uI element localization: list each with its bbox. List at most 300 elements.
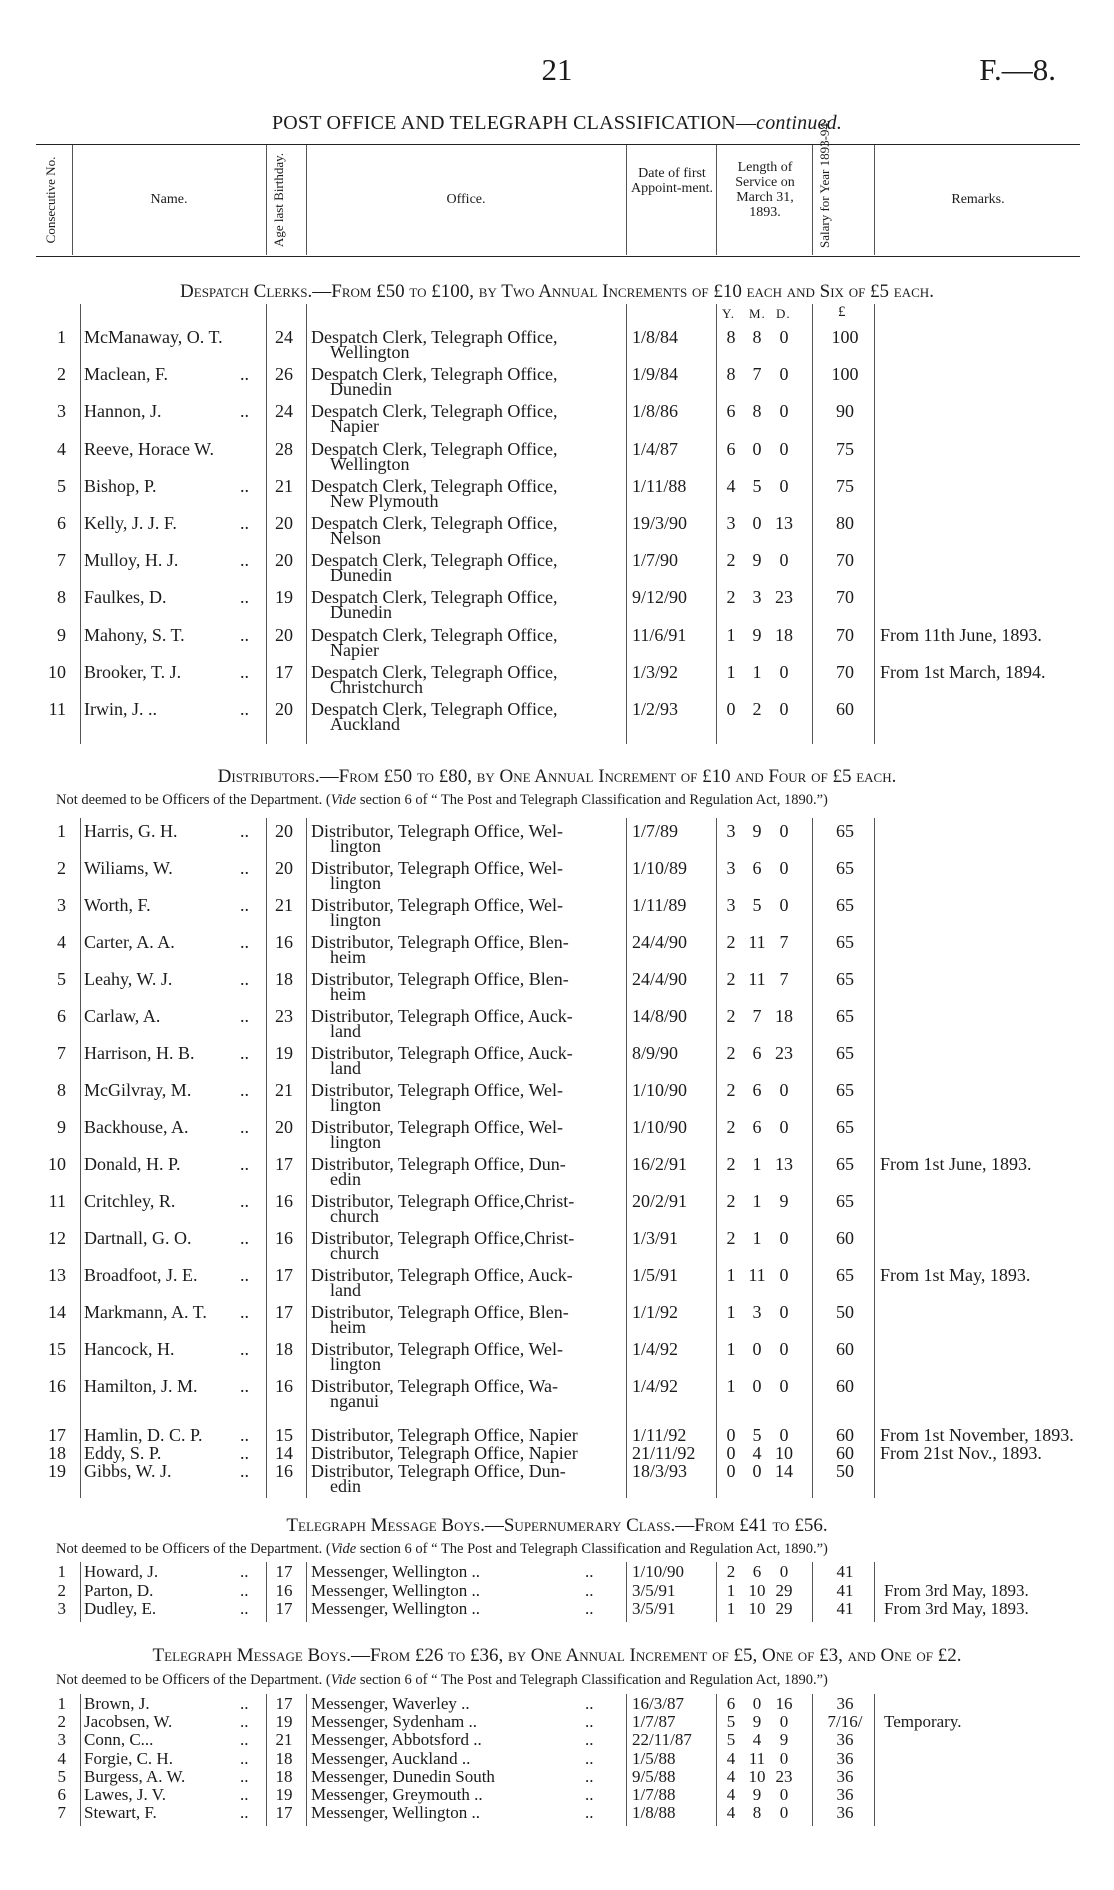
column-rule (626, 1562, 627, 1622)
age-value: 16 (275, 1376, 293, 1396)
column-header-date: Date of first Appoint-ment. (630, 166, 714, 196)
supernumerary-note (56, 1541, 828, 1558)
person-name: Backhouse, A. (84, 1117, 189, 1137)
office-line-1: Distributor, Telegraph Office,Christ- (311, 1191, 575, 1211)
service-days: 0 (779, 1803, 789, 1823)
person-name: Carter, A. A. (84, 932, 175, 952)
salary-value: 65 (836, 1191, 854, 1211)
service-days: 0 (779, 821, 789, 841)
header-divider (716, 145, 717, 255)
header-divider (874, 145, 875, 255)
service-months: 11 (748, 1265, 766, 1285)
leader-dots: .. (240, 475, 249, 496)
salary-value: 65 (836, 1043, 854, 1063)
header-top-rule (36, 144, 1080, 145)
salary-value: 50 (836, 1302, 854, 1322)
office-line-1: Distributor, Telegraph Office, Auck- (311, 1043, 573, 1063)
service-years: 2 (726, 1006, 736, 1026)
consecutive-number: 7 (57, 550, 66, 571)
office-line-2: land (330, 1058, 361, 1078)
service-months: 0 (752, 1461, 762, 1481)
office-line-2: heim (330, 947, 366, 967)
office-line-1: Messenger, Abbotsford .. (311, 1730, 482, 1750)
office-line-1: Messenger, Wellington .. (311, 1599, 481, 1618)
remarks-text: From 1st June, 1893. (880, 1154, 1032, 1174)
office-line-1: Distributor, Telegraph Office, Dun- (311, 1154, 566, 1174)
salary-value: 7/16/ (827, 1712, 863, 1732)
consecutive-number: 9 (57, 624, 66, 645)
office-line-2: edin (330, 1476, 361, 1496)
leader-dots: .. (240, 932, 249, 952)
service-days: 18 (775, 624, 793, 645)
service-days: 23 (775, 587, 793, 608)
office-line-1: Despatch Clerk, Telegraph Office, (311, 513, 558, 533)
service-months: 5 (752, 475, 762, 496)
service-months: 11 (748, 932, 766, 952)
appointment-date: 16/2/91 (632, 1154, 688, 1174)
appointment-date: 1/10/90 (632, 1117, 688, 1137)
salary-value: 60 (836, 1339, 854, 1359)
appointment-date: 3/5/91 (632, 1580, 676, 1600)
section-title-supernumerary: Telegraph Message Boys.—Supernumerary Class.—From £41 to £56. (286, 1515, 828, 1536)
appointment-date: 9/5/88 (632, 1766, 676, 1786)
age-value: 21 (275, 1730, 293, 1750)
salary-value: 65 (836, 969, 854, 989)
consecutive-number: 4 (57, 932, 66, 952)
office-line-2: heim (330, 984, 366, 1004)
consecutive-number: 1 (57, 1562, 66, 1581)
unit-pound: £ (838, 304, 847, 320)
age-value: 17 (275, 1599, 293, 1618)
leader-dots: .. (240, 1339, 249, 1359)
service-days: 0 (779, 1117, 789, 1137)
service-days: 0 (779, 1265, 789, 1285)
service-years: 3 (726, 858, 736, 878)
consecutive-number: 3 (57, 1730, 66, 1750)
service-days: 0 (779, 550, 789, 571)
title-main: POST OFFICE AND TELEGRAPH CLASSIFICATION— (271, 112, 757, 134)
column-rule (716, 304, 717, 744)
salary-value: 65 (836, 858, 854, 878)
consecutive-number: 5 (57, 1766, 66, 1786)
column-rule (874, 1562, 875, 1622)
column-header-salary: Salary for Year 1893-94. (817, 119, 832, 248)
leader-dots: .. (240, 1425, 249, 1445)
office-line-1: Messenger, Wellington .. (311, 1803, 481, 1823)
column-rule (266, 818, 267, 1498)
office-line-2: edin (330, 1169, 361, 1189)
service-months: 9 (752, 821, 762, 841)
age-value: 19 (275, 1043, 293, 1063)
appointment-date: 19/3/90 (632, 513, 688, 533)
age-value: 16 (275, 1191, 293, 1211)
leader-dots: .. (240, 1043, 249, 1063)
leader-dots: .. (240, 1443, 249, 1463)
appointment-date: 16/3/87 (632, 1694, 684, 1713)
leader-dots: .. (240, 895, 249, 915)
column-header-office: Office. (446, 192, 486, 207)
person-name: Broadfoot, J. E. (84, 1265, 198, 1285)
consecutive-number: 3 (57, 1599, 66, 1618)
service-months: 0 (752, 1694, 762, 1713)
salary-value: 65 (836, 932, 854, 952)
column-rule (266, 304, 267, 744)
salary-value: 36 (836, 1694, 854, 1713)
salary-value: 90 (836, 401, 854, 422)
appointment-date: 3/5/91 (632, 1599, 676, 1618)
consecutive-number: 19 (48, 1461, 66, 1481)
office-line-1: Despatch Clerk, Telegraph Office, (311, 550, 558, 571)
consecutive-number: 6 (57, 513, 66, 533)
service-years: 4 (726, 1748, 736, 1768)
leader-dots: .. (240, 1562, 249, 1581)
appointment-date: 24/4/90 (632, 932, 688, 952)
service-months: 3 (752, 1302, 762, 1322)
salary-value: 70 (836, 587, 854, 608)
service-months: 3 (752, 587, 762, 608)
note-text: section 6 of “ The Post and Telegraph Classification and Regulation Act, 1890.”) (356, 1541, 828, 1557)
salary-value: 60 (836, 1376, 854, 1396)
service-days: 0 (779, 699, 789, 719)
person-name: Dartnall, G. O. (84, 1228, 192, 1248)
remarks-text: From 1st March, 1894. (880, 661, 1046, 682)
column-rule (80, 1562, 81, 1622)
age-value: 18 (275, 1339, 293, 1359)
service-days: 0 (779, 661, 789, 682)
service-years: 1 (726, 1302, 736, 1322)
office-line-1: Messenger, Waverley .. (311, 1694, 470, 1713)
age-value: 17 (275, 1265, 293, 1285)
column-rule (874, 304, 875, 744)
salary-value: 36 (836, 1748, 854, 1768)
service-years: 3 (726, 821, 736, 841)
service-years: 2 (726, 1154, 736, 1174)
office-line-1: Despatch Clerk, Telegraph Office, (311, 661, 558, 682)
leader-dots: .. (240, 1694, 249, 1713)
service-months: 11 (748, 1748, 766, 1768)
column-rule (626, 1694, 627, 1826)
leader-dots: .. (240, 821, 249, 841)
service-years: 1 (726, 1339, 736, 1359)
column-rule (812, 818, 813, 1498)
age-value: 16 (275, 1461, 293, 1481)
leader-dots: .. (585, 1785, 594, 1804)
consecutive-number: 2 (57, 1580, 66, 1600)
person-name: Donald, H. P. (84, 1154, 181, 1174)
office-line-1: Distributor, Telegraph Office, Dun- (311, 1461, 566, 1481)
age-value: 18 (275, 1766, 293, 1786)
salary-value: 36 (836, 1785, 854, 1804)
age-value: 19 (275, 1785, 293, 1804)
leader-dots: .. (240, 401, 249, 422)
office-line-2: Napier (330, 416, 379, 437)
service-years: 1 (726, 661, 736, 682)
service-years: 0 (726, 1443, 736, 1463)
age-value: 17 (275, 1803, 293, 1823)
age-value: 15 (275, 1425, 293, 1445)
consecutive-number: 15 (48, 1339, 66, 1359)
office-line-2: land (330, 1021, 361, 1041)
person-name: McGilvray, M. (84, 1080, 192, 1100)
person-name: Kelly, J. J. F. (84, 513, 177, 533)
appointment-date: 22/11/87 (632, 1730, 692, 1750)
service-days: 7 (779, 969, 789, 989)
office-line-1: Messenger, Greymouth .. (311, 1785, 483, 1804)
age-value: 18 (275, 1748, 293, 1768)
consecutive-number: 4 (57, 1748, 66, 1768)
note-text: Not deemed to be Officers of the Department. ( (56, 1672, 331, 1688)
consecutive-number: 4 (57, 438, 66, 459)
appointment-date: 1/7/88 (632, 1785, 676, 1804)
consecutive-number: 7 (57, 1043, 66, 1063)
office-line-1: Despatch Clerk, Telegraph Office, (311, 587, 558, 608)
age-value: 23 (275, 1006, 293, 1026)
salary-value: 65 (836, 1006, 854, 1026)
service-months: 0 (752, 1339, 762, 1359)
office-line-1: Distributor, Telegraph Office, Wel- (311, 895, 563, 915)
leader-dots: .. (240, 1191, 249, 1211)
page-reference: F.—8. (979, 52, 1056, 87)
leader-dots: .. (240, 1461, 249, 1481)
page-title (0, 112, 1114, 135)
appointment-date: 1/1/92 (632, 1302, 679, 1322)
leader-dots: .. (585, 1712, 594, 1732)
appointment-date: 1/5/91 (632, 1265, 679, 1285)
unit-days: D. (776, 306, 791, 321)
appointment-date: 1/2/93 (632, 699, 679, 719)
consecutive-number: 8 (57, 587, 66, 608)
leader-dots: .. (585, 1803, 594, 1823)
person-name: McManaway, O. T. (84, 327, 223, 347)
service-days: 13 (775, 1154, 793, 1174)
leader-dots: .. (585, 1748, 594, 1768)
office-line-1: Messenger, Auckland .. (311, 1748, 471, 1768)
column-rule (266, 1694, 267, 1826)
column-rule (716, 1562, 717, 1622)
section-title-message-boys: Telegraph Message Boys.—From £26 to £36, by One Annual Increment of £5, One of £3, and One of £2. (152, 1645, 962, 1666)
salary-value: 70 (836, 624, 854, 645)
section-title-distributors: Distributors.—From £50 to £80, by One Annual Increment of £10 and Four of £5 each. (217, 766, 897, 787)
appointment-date: 1/8/86 (632, 401, 679, 422)
service-months: 1 (752, 1154, 762, 1174)
office-line-2: New Plymouth (330, 490, 439, 511)
office-line-1: Messenger, Dunedin South (311, 1766, 495, 1786)
age-value: 26 (275, 364, 293, 385)
person-name: Eddy, S. P. (84, 1443, 162, 1463)
service-months: 9 (752, 1785, 762, 1804)
office-line-1: Distributor, Telegraph Office, Auck- (311, 1006, 573, 1026)
leader-dots: .. (240, 1712, 249, 1732)
note-vide: Vide (330, 1672, 357, 1688)
service-days: 29 (775, 1599, 793, 1618)
appointment-date: 1/7/90 (632, 550, 679, 571)
person-name: Forgie, C. H. (84, 1748, 173, 1768)
section-title-despatch: Despatch Clerks.—From £50 to £100, by Two Annual Increments of £10 each and Six of £5 each. (180, 281, 934, 302)
service-years: 2 (726, 550, 736, 571)
column-header-consecutive: Consecutive No. (43, 156, 58, 244)
service-months: 5 (752, 895, 762, 915)
service-months: 1 (752, 1228, 762, 1248)
header-divider (306, 145, 307, 255)
leader-dots: .. (240, 1302, 249, 1322)
salary-value: 60 (836, 1228, 854, 1248)
service-years: 2 (726, 932, 736, 952)
note-vide: Vide (330, 792, 357, 808)
person-name: Dudley, E. (84, 1599, 157, 1618)
leader-dots: .. (240, 1766, 249, 1786)
consecutive-number: 6 (57, 1785, 66, 1804)
service-months: 6 (752, 1080, 762, 1100)
consecutive-number: 7 (57, 1803, 66, 1823)
column-rule (812, 304, 813, 744)
salary-value: 70 (836, 550, 854, 571)
age-value: 16 (275, 932, 293, 952)
column-rule (626, 304, 627, 744)
appointment-date: 14/8/90 (632, 1006, 688, 1026)
office-line-1: Despatch Clerk, Telegraph Office, (311, 438, 558, 459)
service-years: 1 (726, 1599, 736, 1618)
service-days: 0 (779, 1748, 789, 1768)
person-name: Faulkes, D. (84, 587, 167, 608)
leader-dots: .. (240, 1580, 249, 1600)
salary-value: 75 (836, 475, 854, 496)
service-years: 6 (726, 401, 736, 422)
person-name: Hancock, H. (84, 1339, 175, 1359)
note-text: Not deemed to be Officers of the Department. ( (56, 792, 331, 808)
unit-years: Y. (722, 306, 735, 321)
service-days: 0 (779, 475, 789, 496)
leader-dots: .. (240, 513, 249, 533)
salary-value: 36 (836, 1766, 854, 1786)
service-years: 2 (726, 1191, 736, 1211)
appointment-date: 1/3/92 (632, 661, 679, 682)
service-years: 1 (726, 1376, 736, 1396)
office-line-1: Despatch Clerk, Telegraph Office, (311, 624, 558, 645)
service-days: 7 (779, 932, 789, 952)
office-line-2: Wellington (330, 453, 410, 474)
leader-dots: .. (240, 858, 249, 878)
service-days: 16 (775, 1694, 793, 1713)
person-name: Hamilton, J. M. (84, 1376, 198, 1396)
leader-dots: .. (240, 1730, 249, 1750)
distributors-note (56, 792, 828, 809)
service-years: 8 (726, 364, 736, 385)
salary-value: 60 (836, 1443, 854, 1463)
office-line-1: Distributor, Telegraph Office,Christ- (311, 1228, 575, 1248)
consecutive-number: 1 (57, 327, 66, 347)
person-name: Maclean, F. (84, 364, 169, 385)
service-days: 0 (779, 401, 789, 422)
salary-value: 80 (836, 513, 854, 533)
column-rule (306, 304, 307, 744)
column-rule (80, 1694, 81, 1826)
leader-dots: .. (585, 1599, 594, 1618)
office-line-1: Despatch Clerk, Telegraph Office, (311, 327, 558, 347)
office-line-1: Distributor, Telegraph Office, Wa- (311, 1376, 558, 1396)
service-months: 0 (752, 438, 762, 459)
office-line-2: Dunedin (330, 602, 392, 623)
age-value: 20 (275, 699, 293, 719)
leader-dots: .. (240, 1785, 249, 1804)
header-divider (626, 145, 627, 255)
office-line-2: Auckland (330, 714, 400, 734)
leader-dots: .. (240, 587, 249, 608)
appointment-date: 1/10/89 (632, 858, 688, 878)
service-days: 0 (779, 1080, 789, 1100)
office-line-1: Messenger, Wellington .. (311, 1562, 481, 1581)
page-number: 21 (541, 52, 573, 87)
service-days: 14 (775, 1461, 793, 1481)
header-divider (812, 145, 813, 255)
unit-months: M. (749, 306, 766, 321)
appointment-date: 1/7/87 (632, 1712, 676, 1732)
note-text: section 6 of “ The Post and Telegraph Classification and Regulation Act, 1890.”) (356, 792, 828, 808)
service-years: 1 (726, 624, 736, 645)
salary-value: 60 (836, 1425, 854, 1445)
leader-dots: .. (240, 1117, 249, 1137)
message-boys-note (56, 1672, 828, 1689)
service-months: 2 (752, 699, 762, 719)
service-days: 0 (779, 364, 789, 385)
service-months: 6 (752, 1043, 762, 1063)
service-months: 9 (752, 550, 762, 571)
column-rule (874, 818, 875, 1498)
person-name: Lawes, J. V. (84, 1785, 167, 1804)
age-value: 20 (275, 624, 293, 645)
service-months: 1 (752, 661, 762, 682)
leader-dots: .. (240, 624, 249, 645)
appointment-date: 1/11/92 (632, 1425, 687, 1445)
appointment-date: 1/9/84 (632, 364, 679, 385)
consecutive-number: 11 (48, 1191, 66, 1211)
column-rule (626, 818, 627, 1498)
column-header-age: Age last Birthday. (271, 152, 286, 248)
header-divider (266, 145, 267, 255)
consecutive-number: 10 (48, 1154, 66, 1174)
salary-value: 70 (836, 661, 854, 682)
office-line-2: nganui (330, 1391, 379, 1411)
salary-value: 65 (836, 895, 854, 915)
consecutive-number: 18 (48, 1443, 66, 1463)
consecutive-number: 2 (57, 1712, 66, 1732)
appointment-date: 20/2/91 (632, 1191, 688, 1211)
leader-dots: .. (240, 364, 249, 385)
consecutive-number: 5 (57, 475, 66, 496)
service-days: 29 (775, 1580, 793, 1600)
salary-value: 41 (836, 1580, 854, 1600)
remarks-text: From 3rd May, 1893. (884, 1599, 1029, 1618)
person-name: Carlaw, A. (84, 1006, 161, 1026)
appointment-date: 1/10/90 (632, 1080, 688, 1100)
person-name: Critchley, R. (84, 1191, 176, 1211)
age-value: 21 (275, 1080, 293, 1100)
leader-dots: .. (240, 1080, 249, 1100)
office-line-2: lington (330, 1132, 382, 1152)
consecutive-number: 8 (57, 1080, 66, 1100)
service-months: 9 (752, 1712, 762, 1732)
person-name: Reeve, Horace W. (84, 438, 214, 459)
salary-value: 100 (831, 364, 859, 385)
office-line-1: Distributor, Telegraph Office, Wel- (311, 858, 563, 878)
consecutive-number: 16 (48, 1376, 66, 1396)
service-years: 0 (726, 1425, 736, 1445)
leader-dots: .. (240, 969, 249, 989)
column-rule (306, 1562, 307, 1622)
person-name: Leahy, W. J. (84, 969, 173, 989)
service-years: 0 (726, 699, 736, 719)
service-years: 0 (726, 1461, 736, 1481)
service-days: 23 (775, 1043, 793, 1063)
